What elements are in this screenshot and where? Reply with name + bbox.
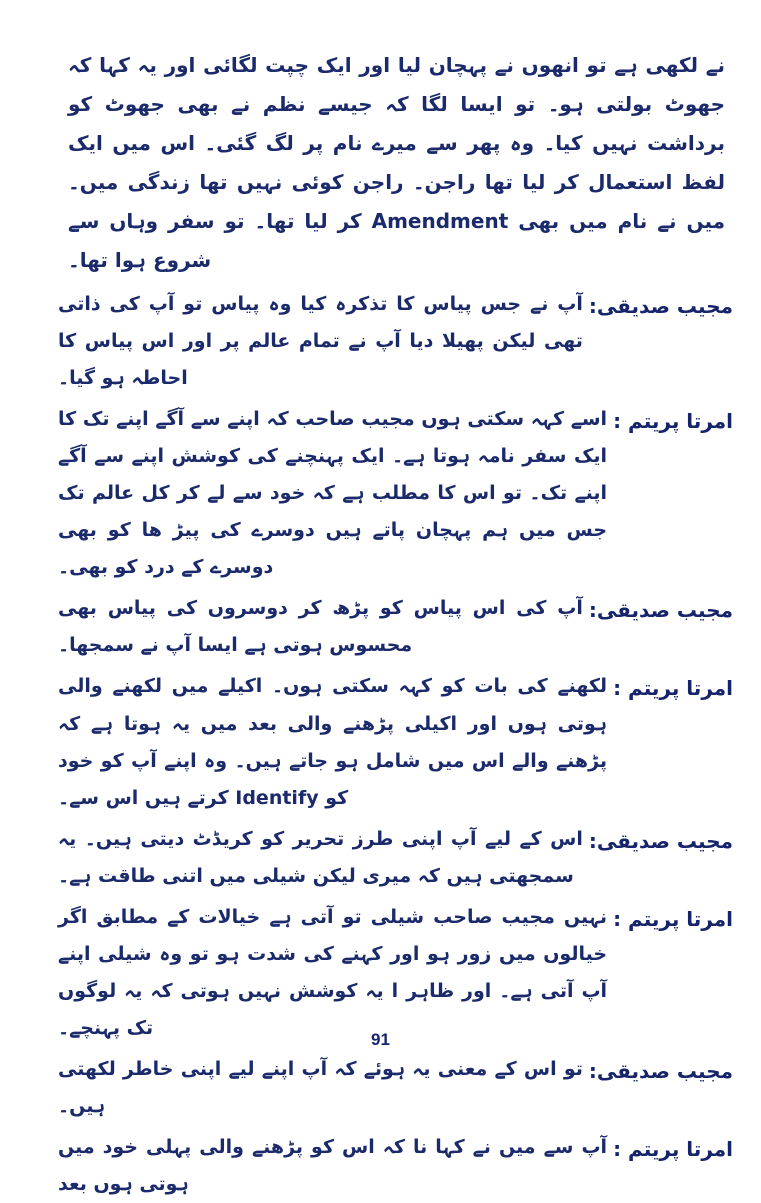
speech-text: نہیں مجیب صاحب شیلی تو آتی ہے خیالات کے مطابق اگر خیالوں میں زور ہو اور کہنے کی شدت ہو تو وہ شیلی اپنے آپ آتی ہے۔ اور ظاہر ا یہ کوشش نہیں ہوتی کہ یہ لوگوں تک پہنچے۔: [58, 905, 608, 1039]
dialogue-row: [28, 821, 733, 895]
speech-text: آپ سے میں نے کہا نا کہ اس کو پڑھنے والی پہلی خود میں ہوتی ہوں بعد: [58, 1136, 608, 1196]
dialogue-row: [28, 286, 733, 397]
speech-text: اس کے لیے آپ اپنی طرز تحریر کو کریڈٹ دیتی ہیں۔ یہ سمجھتی ہیں کہ میری لیکن شیلی میں اتنی طاقت ہے۔: [58, 827, 583, 887]
dialogue-row: [28, 668, 733, 816]
opening-paragraph: نے لکھی ہے تو انھوں نے پہچان لیا اور ایک چپت لگائی اور یہ کہا کہ جھوٹ بولتی ہو۔ تو ایسا لگا کہ جیسے نظم نے بھی جھوٹ کو برداشت نہیں کیا۔ وہ پھر سے میرے نام پر لگ گئی۔ اس میں ایک لفظ استعمال کر لیا تھا راجن۔ راجن کوئی نہیں تھا زندگی میں۔ میں نے نام میں بھی Amendment کر لیا تھا۔ تو سفر وہاں سے شروع ہوا تھا۔: [68, 53, 726, 272]
speech-text: آپ کی اس پیاس کو پڑھ کر دوسروں کی پیاس بھی محسوس ہوتی ہے ایسا آپ نے سمجھا۔: [58, 597, 583, 657]
page-number: 91: [371, 1030, 390, 1049]
dialogue-row: [28, 899, 733, 1047]
speaker-label: مجیب صدیقی:: [588, 828, 733, 853]
speech-text: اسے کہہ سکتی ہوں مجیب صاحب کہ اپنے سے آگے اپنے تک کا ایک سفر نامہ ہوتا ہے۔ ایک پہنچنے کی کوشش اپنے سے آگے اپنے تک۔ تو اس کا مطلب ہے کہ خود سے لے کر کل عالم تک جس میں ہم پہچان پاتے ہیں دوسرے کی پیڑ ھا کو بھی دوسرے کے درد کو بھی۔: [58, 408, 608, 579]
dialogue-row: [28, 401, 733, 586]
speech-text: لکھنے کی بات کو کہہ سکتی ہوں۔ اکیلے میں لکھنے والی ہوتی ہوں اور اکیلی پڑھنے والی بعد میں یہ ہوتا ہے کہ پڑھنے والے اس میں شامل ہو جاتے ہیں۔ وہ اپنے آپ کو خود کو Identify کرتے ہیں اس سے۔: [58, 675, 608, 809]
speaker-label: مجیب صدیقی:: [588, 598, 733, 623]
speech-text: تو اس کے معنی یہ ہوئے کہ آپ اپنے لیے اپنی خاطر لکھتی ہیں۔: [58, 1057, 583, 1117]
speech-text: آپ نے جس پیاس کا تذکرہ کیا وہ پیاس تو آپ کی ذاتی تھی لیکن پھیلا دیا آپ نے تمام عالم پر اور اس پیاس کا احاطہ ہو گیا۔: [58, 293, 583, 390]
speaker-label: مجیب صدیقی:: [588, 1058, 733, 1083]
dialogue-row: [28, 1129, 733, 1203]
speaker-label: امرتا پریتم :: [613, 409, 733, 434]
speaker-label: امرتا پریتم :: [613, 1137, 733, 1162]
dialogue-row: [28, 1051, 733, 1125]
speaker-label: مجیب صدیقی:: [588, 294, 733, 318]
speaker-label: امرتا پریتم :: [613, 676, 733, 701]
dialogue-row: [28, 590, 733, 664]
speaker-label: امرتا پریتم :: [613, 906, 733, 931]
